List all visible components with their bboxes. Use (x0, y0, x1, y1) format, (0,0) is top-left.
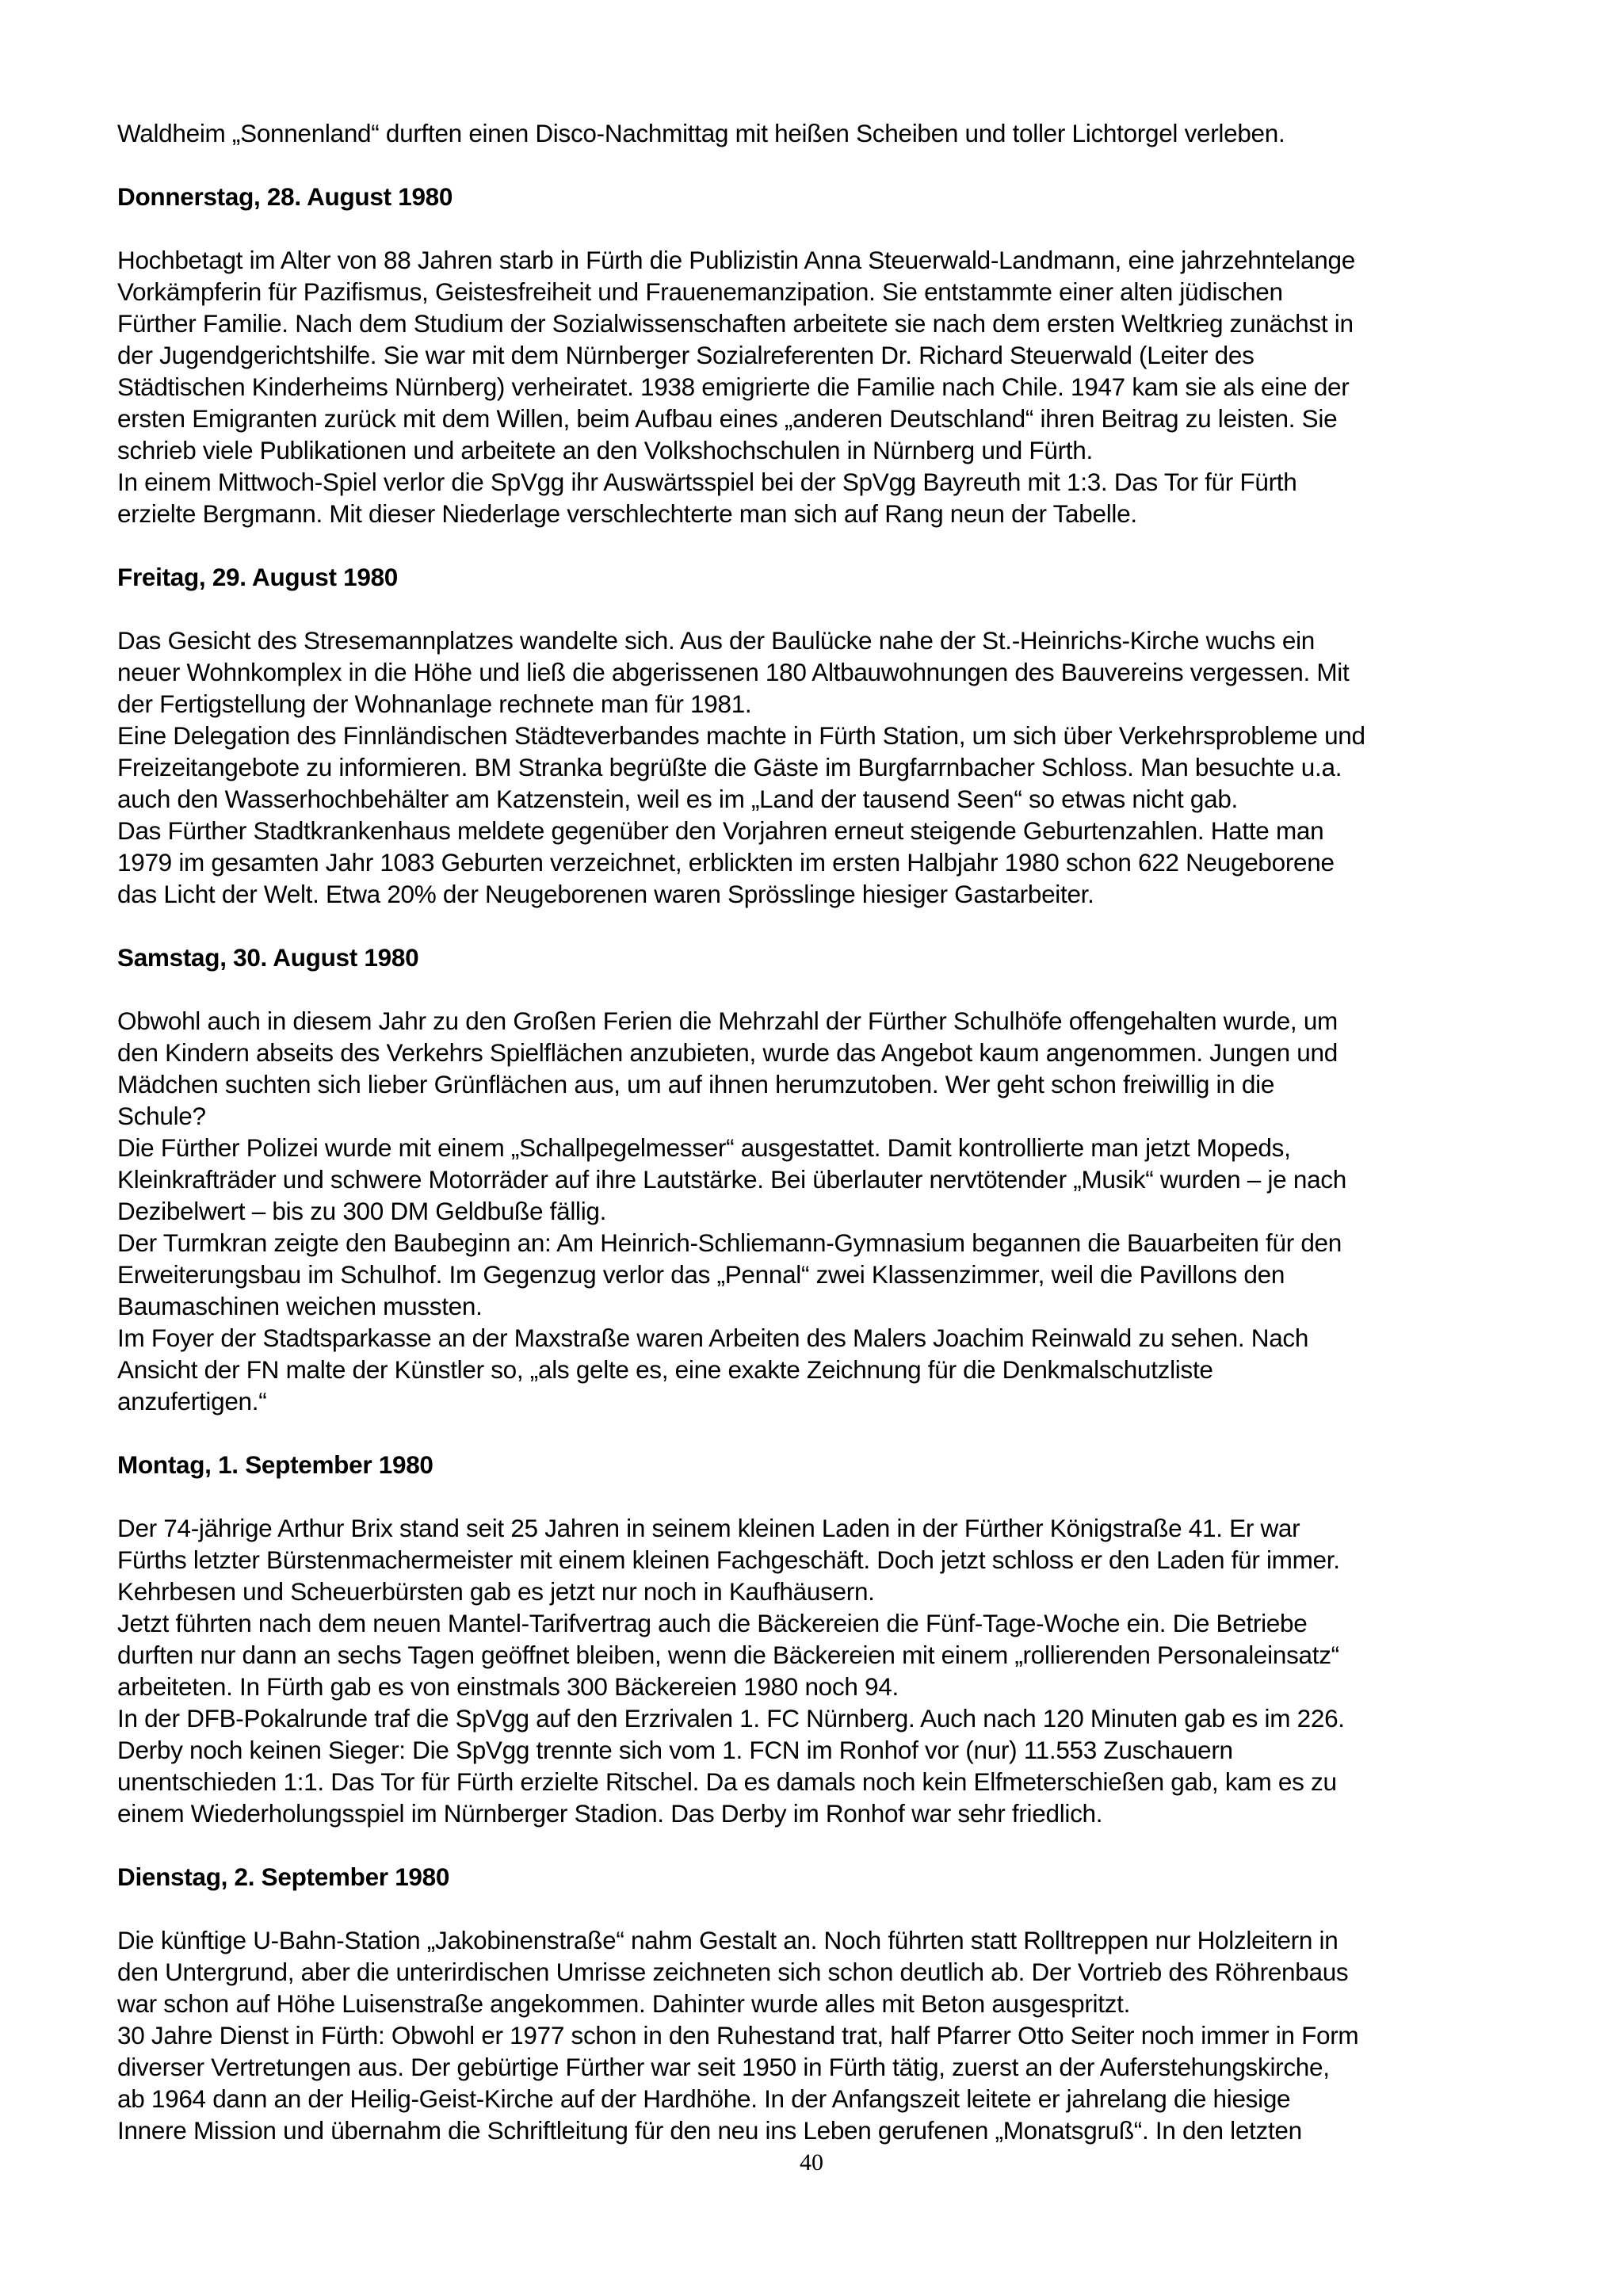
text-line: ersten Emigranten zurück mit dem Willen, beim Aufbau eines „anderen Deutschland“ ihren Beitrag zu leisten. Sie (117, 404, 1338, 433)
blank-line (117, 149, 1607, 181)
section-heading: Freitag, 29. August 1980 (117, 563, 399, 591)
document-body (117, 117, 1607, 2146)
text-line: 30 Jahre Dienst in Fürth: Obwohl er 1977 schon in den Ruhestand trat, half Pfarrer Otto Seiter noch immer in Form (117, 2021, 1359, 2050)
text-line: Erweiterungsbau im Schulhof. Im Gegenzug verlor das „Pennal“ zwei Klassenzimmer, weil die Pavillons den (117, 1260, 1285, 1289)
text-line: Waldheim „Sonnenland“ durften einen Disco-Nachmittag mit heißen Scheiben und toller Lichtorgel verleben. (117, 119, 1285, 147)
blank-line (117, 1480, 1607, 1512)
text-line: Das Fürther Stadtkrankenhaus meldete gegenüber den Vorjahren erneut steigende Geburtenzahlen. Hatte man (117, 816, 1324, 845)
text-line: Fürther Familie. Nach dem Studium der Sozialwissenschaften arbeitete sie nach dem ersten Weltkrieg zunächst in (117, 309, 1354, 338)
text-line: Ansicht der FN malte der Künstler so, „als gelte es, eine exakte Zeichnung für die Denkmalschutzliste (117, 1355, 1213, 1384)
blank-line (117, 529, 1607, 561)
blank-line (117, 1893, 1607, 1924)
text-line: Hochbetagt im Alter von 88 Jahren starb in Fürth die Publizistin Anna Steuerwald-Landmann, eine jahrzehntelange (117, 246, 1355, 274)
section-heading: Donnerstag, 28. August 1980 (117, 182, 453, 211)
text-line: ab 1964 dann an der Heilig-Geist-Kirche auf der Hardhöhe. In der Anfangszeit leitete er jahrelang die hiesige (117, 2084, 1291, 2113)
text-line: Obwohl auch in diesem Jahr zu den Großen Ferien die Mehrzahl der Fürther Schulhöfe offengehalten wurde, um (117, 1007, 1338, 1035)
text-line: Baumaschinen weichen mussten. (117, 1292, 483, 1320)
text-line: Jetzt führten nach dem neuen Mantel-Tarifvertrag auch die Bäckereien die Fünf-Tage-Woche ein. Die Betriebe (117, 1609, 1308, 1637)
text-line: auch den Wasserhochbehälter am Katzenstein, weil es im „Land der tausend Seen“ so etwas nicht gab. (117, 785, 1239, 813)
text-line: erzielte Bergmann. Mit dieser Niederlage verschlechterte man sich auf Rang neun der Tabelle. (117, 499, 1137, 528)
text-line: In einem Mittwoch-Spiel verlor die SpVgg ihr Auswärtsspiel bei der SpVgg Bayreuth mit 1:3. Das Tor für Fürth (117, 468, 1297, 496)
text-line: Kleinkrafträder und schwere Motorräder auf ihre Lautstärke. Bei überlauter nervtötender „Musik“ wurden – je nach (117, 1165, 1346, 1194)
text-line: Die Fürther Polizei wurde mit einem „Schallpegelmesser“ ausgestattet. Damit kontrollierte man jetzt Mopeds, (117, 1133, 1291, 1162)
text-line: Vorkämpferin für Pazifismus, Geistesfreiheit und Frauenemanzipation. Sie entstammte einer alten jüdischen (117, 277, 1283, 306)
text-line: den Kindern abseits des Verkehrs Spielflächen anzubieten, wurde das Angebot kaum angenommen. Jungen und (117, 1038, 1338, 1067)
text-line: In der DFB-Pokalrunde traf die SpVgg auf den Erzrivalen 1. FC Nürnberg. Auch nach 120 Minuten gab es im 226. (117, 1704, 1345, 1733)
text-line: anzufertigen.“ (117, 1387, 267, 1415)
text-line: Kehrbesen und Scheuerbürsten gab es jetzt nur noch in Kaufhäusern. (117, 1577, 875, 1606)
text-line: 1979 im gesamten Jahr 1083 Geburten verzeichnet, erblickten im ersten Halbjahr 1980 schon 622 Neugeborene (117, 848, 1335, 877)
text-line: Das Gesicht des Stresemannplatzes wandelte sich. Aus der Baulücke nahe der St.-Heinrichs-Kirche wuchs ein (117, 626, 1316, 655)
text-line: schrieb viele Publikationen und arbeitete an den Volkshochschulen in Nürnberg und Fürth. (117, 436, 1093, 464)
blank-line (117, 910, 1607, 942)
blank-line (117, 1829, 1607, 1861)
blank-line (117, 1417, 1607, 1449)
text-line: Derby noch keinen Sieger: Die SpVgg trennte sich vom 1. FCN im Ronhof vor (nur) 11.553 Zuschauern (117, 1736, 1233, 1764)
text-line: durften nur dann an sechs Tagen geöffnet bleiben, wenn die Bäckereien mit einem „rollierenden Personaleinsatz“ (117, 1641, 1339, 1669)
section-heading: Samstag, 30. August 1980 (117, 943, 419, 972)
text-line: Städtischen Kinderheims Nürnberg) verheiratet. 1938 emigrierte die Familie nach Chile. 1947 kam sie als eine der (117, 372, 1350, 401)
text-line: das Licht der Welt. Etwa 20% der Neugeborenen waren Sprösslinge hiesiger Gastarbeiter. (117, 880, 1094, 908)
text-line: Dezibelwert – bis zu 300 DM Geldbuße fällig. (117, 1197, 607, 1225)
text-line: Freizeitangebote zu informieren. BM Stranka begrüßte die Gäste im Burgfarrnbacher Schloss. Man besuchte u.a. (117, 753, 1342, 781)
page-number: 40 (800, 2149, 823, 2176)
text-line: der Fertigstellung der Wohnanlage rechnete man für 1981. (117, 690, 752, 718)
text-line: einem Wiederholungsspiel im Nürnberger Stadion. Das Derby im Ronhof war sehr friedlich. (117, 1799, 1103, 1828)
text-line: unentschieden 1:1. Das Tor für Fürth erzielte Ritschel. Da es damals noch kein Elfmeterschießen gab, kam es zu (117, 1767, 1337, 1796)
text-line: Der 74-jährige Arthur Brix stand seit 25 Jahren in seinem kleinen Laden in der Fürther Königstraße 41. Er war (117, 1514, 1300, 1542)
text-line: war schon auf Höhe Luisenstraße angekommen. Dahinter wurde alles mit Beton ausgespritzt. (117, 1989, 1131, 2018)
text-line: Mädchen suchten sich lieber Grünflächen aus, um auf ihnen herumzutoben. Wer geht schon freiwillig in die (117, 1070, 1275, 1098)
text-line: Eine Delegation des Finnländischen Städteverbandes machte in Fürth Station, um sich über Verkehrsprobleme und (117, 721, 1365, 750)
section-heading: Montag, 1. September 1980 (117, 1450, 433, 1479)
text-line: Schule? (117, 1102, 206, 1130)
text-line: Im Foyer der Stadtsparkasse an der Maxstraße waren Arbeiten des Malers Joachim Reinwald zu sehen. Nach (117, 1324, 1309, 1352)
text-line: Innere Mission und übernahm die Schriftleitung für den neu ins Leben gerufenen „Monatsgruß“. In den letzten (117, 2116, 1302, 2145)
blank-line (117, 593, 1607, 625)
section-heading: Dienstag, 2. September 1980 (117, 1862, 450, 1891)
blank-line (117, 973, 1607, 1005)
text-line: der Jugendgerichtshilfe. Sie war mit dem Nürnberger Sozialreferenten Dr. Richard Steuerwald (Leiter des (117, 341, 1254, 369)
text-line: den Untergrund, aber die unterirdischen Umrisse zeichneten sich schon deutlich ab. Der Vortrieb des Röhrenbaus (117, 1958, 1349, 1986)
text-line: Die künftige U-Bahn-Station „Jakobinenstraße“ nahm Gestalt an. Noch führten statt Rolltreppen nur Holzleitern in (117, 1926, 1338, 1954)
text-line: diverser Vertretungen aus. Der gebürtige Fürther war seit 1950 in Fürth tätig, zuerst an der Auferstehungskirche, (117, 2053, 1330, 2081)
text-line: arbeiteten. In Fürth gab es von einstmals 300 Bäckereien 1980 noch 94. (117, 1672, 899, 1701)
text-line: Der Turmkran zeigte den Baubeginn an: Am Heinrich-Schliemann-Gymnasium begannen die Bauarbeiten für den (117, 1228, 1342, 1257)
text-line: neuer Wohnkomplex in die Höhe und ließ die abgerissenen 180 Altbauwohnungen des Bauvereins vergessen. Mit (117, 658, 1350, 686)
text-line: Fürths letzter Bürstenmachermeister mit einem kleinen Fachgeschäft. Doch jetzt schloss er den Laden für immer. (117, 1545, 1340, 1574)
blank-line (117, 212, 1607, 244)
